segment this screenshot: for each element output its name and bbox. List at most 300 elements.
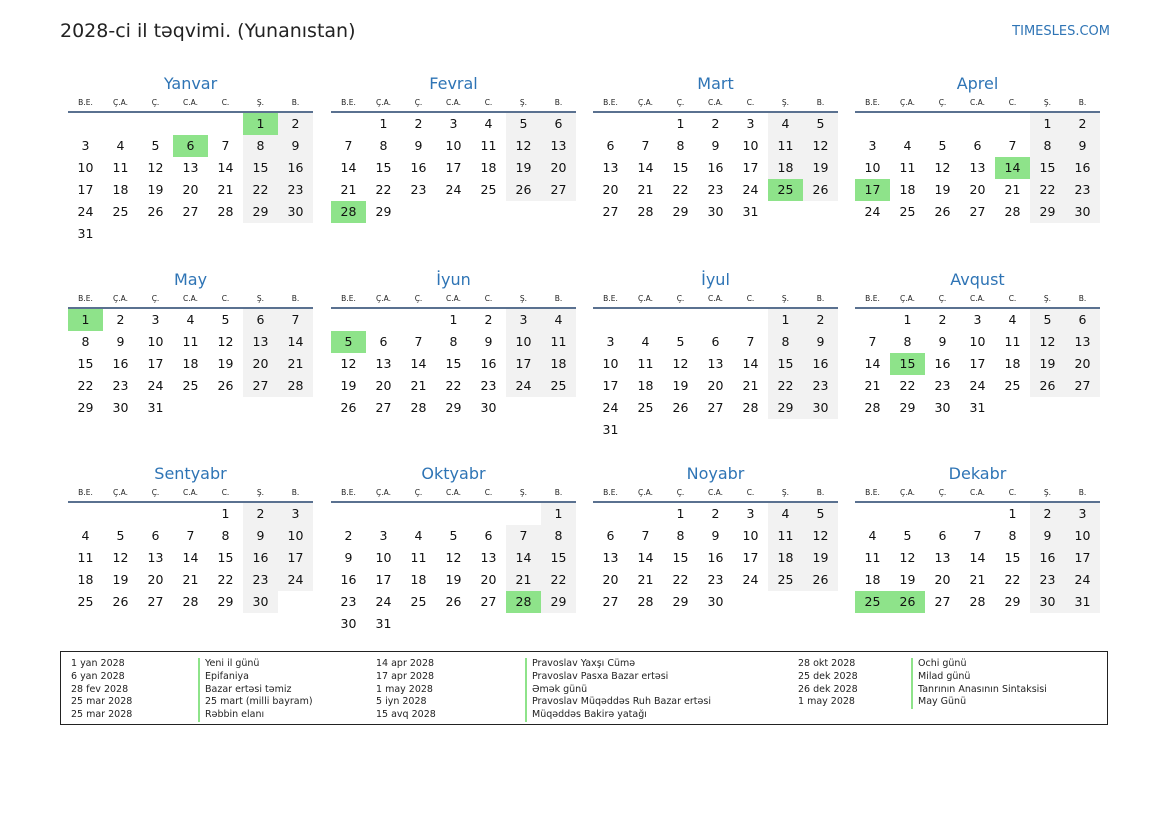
day-cell: 16: [243, 547, 278, 569]
day-cell: 9: [711, 528, 720, 543]
week-row: [593, 135, 838, 157]
day-cell: 10: [864, 160, 881, 175]
day-cell: 12: [672, 356, 689, 371]
day-cell: 13: [707, 356, 724, 371]
empty-day: [593, 309, 628, 331]
day-cell: 19: [217, 356, 234, 371]
day-cell: 20: [541, 157, 576, 179]
weekday-label: B.: [554, 98, 563, 107]
holiday-day-cell: 25: [855, 591, 890, 613]
day-cell: 13: [147, 550, 164, 565]
day-cell: 23: [410, 182, 427, 197]
week-row: [68, 113, 313, 135]
day-cell: 15: [768, 353, 803, 375]
day-cell: 31: [375, 616, 392, 631]
day-cell: 25: [410, 594, 427, 609]
day-cell: 30: [112, 400, 129, 415]
day-cell: 13: [602, 550, 619, 565]
day-cell: 6: [606, 138, 615, 153]
day-cell: 26: [934, 204, 951, 219]
month-block: [331, 74, 576, 223]
day-cell: 22: [375, 182, 392, 197]
day-cell: 18: [112, 182, 129, 197]
day-cell: 23: [707, 572, 724, 587]
weekday-label: B.: [554, 488, 563, 497]
legend-date: 17 apr 2028: [376, 670, 435, 682]
empty-day: [506, 613, 541, 635]
day-cell: 18: [410, 572, 427, 587]
day-cell: 25: [77, 594, 94, 609]
week-row: [331, 201, 576, 223]
legend-date: 14 apr 2028: [376, 658, 435, 669]
weekday-header: [855, 293, 1100, 309]
day-cell: 19: [340, 378, 357, 393]
month-name: Oktyabr: [421, 464, 486, 483]
day-cell: 28: [637, 594, 654, 609]
empty-day: [436, 613, 471, 635]
weekday-label: Ç.: [414, 294, 423, 303]
weekday-label: B.E.: [865, 294, 880, 303]
legend-marker: [525, 658, 527, 722]
weekday-label: B.: [1078, 294, 1087, 303]
month-name: Dekabr: [948, 464, 1007, 483]
day-cell: 22: [243, 179, 278, 201]
week-row: [331, 353, 576, 375]
day-cell: 16: [112, 356, 129, 371]
day-cell: 18: [541, 353, 576, 375]
day-cell: 1: [676, 116, 685, 131]
day-cell: 23: [1030, 569, 1065, 591]
weekday-label: C.A.: [182, 294, 198, 303]
day-cell: 3: [746, 506, 755, 521]
day-cell: 29: [1030, 201, 1065, 223]
day-cell: 2: [711, 506, 720, 521]
month-name: Noyabr: [686, 464, 745, 483]
legend-date: 28 okt 2028: [798, 658, 856, 669]
day-cell: 3: [1065, 503, 1100, 525]
holiday-day-cell: 26: [890, 591, 925, 613]
week-row: [855, 157, 1100, 179]
day-cell: 8: [676, 528, 685, 543]
weekday-label: B.E.: [341, 98, 356, 107]
weekday-label: Ç.A.: [899, 294, 915, 303]
site-logo-link[interactable]: TIMESLES.COM: [1012, 24, 1110, 39]
day-cell: 8: [541, 525, 576, 547]
day-cell: 19: [803, 157, 838, 179]
week-row: [331, 309, 576, 331]
week-row: [855, 353, 1100, 375]
legend-holiday: Əmək günü: [532, 683, 588, 695]
month-block: [68, 464, 313, 613]
day-cell: 17: [602, 378, 619, 393]
day-cell: 26: [1030, 375, 1065, 397]
weekday-label: Ç.A.: [375, 98, 391, 107]
day-cell: 27: [182, 204, 199, 219]
holiday-day-cell: 17: [855, 179, 890, 201]
day-cell: 6: [379, 334, 388, 349]
day-cell: 21: [1004, 182, 1021, 197]
empty-day: [803, 591, 838, 613]
empty-day: [803, 419, 838, 441]
day-cell: 23: [934, 378, 951, 393]
weekday-label: C.: [746, 294, 755, 303]
day-cell: 4: [81, 528, 90, 543]
week-row: [331, 547, 576, 569]
day-cell: 29: [899, 400, 916, 415]
legend-holiday: 25 mart (milli bayram): [205, 696, 313, 708]
day-cell: 11: [77, 550, 94, 565]
day-cell: 20: [602, 182, 619, 197]
day-cell: 3: [449, 116, 458, 131]
day-cell: 15: [1004, 550, 1021, 565]
day-cell: 10: [147, 334, 164, 349]
day-cell: 7: [506, 525, 541, 547]
empty-day: [401, 503, 436, 525]
week-row: [593, 547, 838, 569]
day-cell: 4: [768, 113, 803, 135]
day-cell: 7: [221, 138, 230, 153]
day-cell: 9: [711, 138, 720, 153]
day-cell: 27: [243, 375, 278, 397]
empty-day: [855, 309, 890, 331]
weekday-label: B.: [816, 294, 825, 303]
week-row: [68, 547, 313, 569]
weekday-label: Ş.: [1043, 488, 1052, 497]
day-cell: 12: [340, 356, 357, 371]
day-cell: 18: [768, 157, 803, 179]
weekday-header: [68, 97, 313, 113]
day-cell: 9: [1030, 525, 1065, 547]
day-cell: 21: [864, 378, 881, 393]
day-cell: 21: [969, 572, 986, 587]
day-cell: 12: [445, 550, 462, 565]
day-cell: 2: [711, 116, 720, 131]
weekday-label: C.: [1008, 488, 1017, 497]
day-cell: 11: [182, 334, 199, 349]
day-cell: 6: [484, 528, 493, 543]
day-cell: 20: [707, 378, 724, 393]
day-cell: 6: [711, 334, 720, 349]
week-row: [68, 503, 313, 525]
legend-marker: [911, 658, 913, 709]
day-cell: 10: [742, 528, 759, 543]
weekday-label: Ş.: [781, 294, 790, 303]
week-row: [68, 331, 313, 353]
weekday-label: B.: [291, 488, 300, 497]
legend-date: 28 fev 2028: [71, 683, 129, 695]
empty-day: [1030, 397, 1065, 419]
empty-day: [401, 201, 436, 223]
day-cell: 26: [803, 179, 838, 201]
week-row: [68, 591, 313, 613]
weekday-label: C.A.: [707, 488, 723, 497]
weekday-label: B.: [291, 98, 300, 107]
day-cell: 27: [934, 594, 951, 609]
day-cell: 13: [182, 160, 199, 175]
day-cell: 10: [742, 138, 759, 153]
day-cell: 30: [707, 204, 724, 219]
weekday-label: Ç.: [676, 98, 685, 107]
empty-day: [278, 397, 313, 419]
day-cell: 14: [742, 356, 759, 371]
day-cell: 7: [344, 138, 353, 153]
day-cell: 16: [707, 550, 724, 565]
holiday-legend: [60, 651, 1108, 725]
day-cell: 11: [637, 356, 654, 371]
day-cell: 25: [768, 569, 803, 591]
weekday-label: C.: [221, 294, 230, 303]
week-row: [68, 157, 313, 179]
day-cell: 24: [147, 378, 164, 393]
weekday-label: C.A.: [707, 294, 723, 303]
holiday-day-cell: 28: [506, 591, 541, 613]
day-cell: 30: [278, 201, 313, 223]
day-cell: 30: [243, 591, 278, 613]
day-cell: 8: [903, 334, 912, 349]
day-cell: 2: [414, 116, 423, 131]
day-cell: 1: [449, 312, 458, 327]
day-cell: 14: [182, 550, 199, 565]
weekday-label: Ç.A.: [637, 294, 653, 303]
day-cell: 11: [899, 160, 916, 175]
empty-day: [628, 503, 663, 525]
day-cell: 27: [1065, 375, 1100, 397]
empty-day: [1065, 397, 1100, 419]
day-cell: 11: [864, 550, 881, 565]
weekday-label: C.A.: [182, 98, 198, 107]
day-cell: 26: [445, 594, 462, 609]
day-cell: 11: [768, 135, 803, 157]
day-cell: 18: [864, 572, 881, 587]
day-cell: 29: [217, 594, 234, 609]
day-cell: 28: [969, 594, 986, 609]
week-row: [593, 591, 838, 613]
legend-holiday: Pravoslav Pasxa Bazar ertəsi: [532, 670, 669, 682]
day-cell: 8: [243, 135, 278, 157]
day-cell: 19: [147, 182, 164, 197]
week-row: [331, 179, 576, 201]
day-cell: 7: [868, 334, 877, 349]
day-cell: 10: [278, 525, 313, 547]
legend-names-col-2: [532, 658, 711, 722]
day-cell: 13: [602, 160, 619, 175]
day-cell: 26: [112, 594, 129, 609]
day-cell: 19: [672, 378, 689, 393]
day-cell: 19: [934, 182, 951, 197]
day-cell: 8: [1008, 528, 1017, 543]
day-cell: 22: [899, 378, 916, 393]
day-cell: 13: [934, 550, 951, 565]
day-cell: 2: [243, 503, 278, 525]
month-block: [855, 270, 1100, 419]
empty-day: [243, 223, 278, 245]
day-cell: 24: [742, 182, 759, 197]
month-name: Fevral: [429, 74, 478, 93]
legend-marker: [198, 658, 200, 722]
week-row: [855, 503, 1100, 525]
empty-day: [366, 503, 401, 525]
empty-day: [138, 113, 173, 135]
day-cell: 28: [410, 400, 427, 415]
day-cell: 18: [182, 356, 199, 371]
weekday-label: Ç.: [676, 488, 685, 497]
weekday-header: [855, 487, 1100, 503]
day-cell: 8: [379, 138, 388, 153]
empty-day: [890, 113, 925, 135]
day-cell: 23: [112, 378, 129, 393]
day-cell: 22: [541, 569, 576, 591]
day-cell: 29: [243, 201, 278, 223]
day-cell: 22: [1030, 179, 1065, 201]
day-cell: 19: [1030, 353, 1065, 375]
week-row: [331, 397, 576, 419]
day-cell: 31: [147, 400, 164, 415]
legend-holiday: Milad günü: [918, 670, 971, 682]
legend-holiday: Müqəddəs Bakirə yatağı: [532, 709, 647, 721]
holiday-day-cell: 14: [995, 157, 1030, 179]
weekday-label: B.E.: [603, 488, 618, 497]
weekday-label: B.E.: [78, 294, 93, 303]
day-cell: 17: [278, 547, 313, 569]
week-row: [331, 157, 576, 179]
weekday-header: [593, 487, 838, 503]
weekday-label: C.A.: [707, 98, 723, 107]
day-cell: 12: [112, 550, 129, 565]
empty-day: [593, 113, 628, 135]
weekday-label: C.A.: [969, 294, 985, 303]
day-cell: 18: [768, 547, 803, 569]
day-cell: 20: [147, 572, 164, 587]
empty-day: [925, 503, 960, 525]
day-cell: 14: [969, 550, 986, 565]
day-cell: 14: [340, 160, 357, 175]
weekday-header: [593, 97, 838, 113]
day-cell: 25: [1004, 378, 1021, 393]
day-cell: 1: [676, 506, 685, 521]
day-cell: 20: [602, 572, 619, 587]
holiday-day-cell: 15: [890, 353, 925, 375]
day-cell: 16: [480, 356, 497, 371]
empty-day: [471, 503, 506, 525]
page-title: 2028-ci il təqvimi. (Yunanıstan): [60, 20, 356, 42]
day-cell: 16: [410, 160, 427, 175]
day-cell: 23: [480, 378, 497, 393]
weekday-label: B.: [1078, 488, 1087, 497]
day-cell: 24: [1065, 569, 1100, 591]
weekday-label: C.: [484, 98, 493, 107]
day-cell: 19: [112, 572, 129, 587]
day-cell: 7: [746, 334, 755, 349]
weekday-label: C.: [1008, 98, 1017, 107]
month-block: [331, 464, 576, 635]
weekday-label: C.: [221, 98, 230, 107]
day-cell: 4: [868, 528, 877, 543]
empty-day: [173, 503, 208, 525]
day-cell: 14: [864, 356, 881, 371]
day-cell: 26: [506, 179, 541, 201]
day-cell: 21: [637, 572, 654, 587]
day-cell: 25: [480, 182, 497, 197]
day-cell: 7: [641, 528, 650, 543]
weekday-label: Ç.: [938, 294, 947, 303]
legend-date: 25 mar 2028: [71, 709, 133, 721]
day-cell: 18: [637, 378, 654, 393]
week-row: [68, 201, 313, 223]
day-cell: 2: [1065, 113, 1100, 135]
week-row: [593, 179, 838, 201]
legend-holiday: Rəbbin elanı: [205, 709, 265, 721]
day-cell: 4: [1008, 312, 1017, 327]
month-name: İyun: [436, 270, 471, 289]
day-cell: 29: [768, 397, 803, 419]
day-cell: 30: [1065, 201, 1100, 223]
weekday-label: Ç.: [676, 294, 685, 303]
day-cell: 15: [77, 356, 94, 371]
empty-day: [103, 223, 138, 245]
empty-day: [436, 201, 471, 223]
day-cell: 28: [278, 375, 313, 397]
weekday-label: Ç.A.: [899, 98, 915, 107]
day-cell: 1: [903, 312, 912, 327]
day-cell: 6: [243, 309, 278, 331]
day-cell: 3: [278, 503, 313, 525]
day-cell: 8: [768, 331, 803, 353]
weekday-label: C.: [221, 488, 230, 497]
legend-date: 1 may 2028: [798, 696, 855, 708]
day-cell: 26: [217, 378, 234, 393]
empty-day: [541, 613, 576, 635]
legend-holiday: May Günü: [918, 696, 967, 708]
empty-day: [506, 201, 541, 223]
legend-names-col-1: [205, 658, 313, 722]
weekday-header: [68, 293, 313, 309]
day-cell: 10: [375, 550, 392, 565]
day-cell: 2: [1030, 503, 1065, 525]
day-cell: 20: [1065, 353, 1100, 375]
day-cell: 30: [480, 400, 497, 415]
day-cell: 19: [445, 572, 462, 587]
empty-day: [68, 113, 103, 135]
day-cell: 30: [1030, 591, 1065, 613]
empty-day: [995, 397, 1030, 419]
week-row: [331, 525, 576, 547]
day-cell: 23: [243, 569, 278, 591]
empty-day: [401, 613, 436, 635]
day-cell: 17: [742, 550, 759, 565]
day-cell: 30: [707, 594, 724, 609]
day-cell: 29: [375, 204, 392, 219]
day-cell: 5: [803, 503, 838, 525]
day-cell: 3: [379, 528, 388, 543]
weekday-label: C.A.: [969, 98, 985, 107]
day-cell: 12: [506, 135, 541, 157]
day-cell: 8: [1030, 135, 1065, 157]
day-cell: 17: [1065, 547, 1100, 569]
empty-day: [960, 113, 995, 135]
legend-holiday: Pravoslav Müqəddəs Ruh Bazar ertəsi: [532, 696, 711, 708]
day-cell: 24: [278, 569, 313, 591]
month-block: [68, 74, 313, 245]
day-cell: 18: [480, 160, 497, 175]
day-cell: 27: [602, 594, 619, 609]
legend-holiday: Pravoslav Yaxşı Cümə: [532, 658, 636, 669]
day-cell: 9: [803, 331, 838, 353]
week-row: [593, 331, 838, 353]
day-cell: 9: [484, 334, 493, 349]
day-cell: 9: [344, 550, 353, 565]
day-cell: 23: [707, 182, 724, 197]
empty-day: [663, 309, 698, 331]
